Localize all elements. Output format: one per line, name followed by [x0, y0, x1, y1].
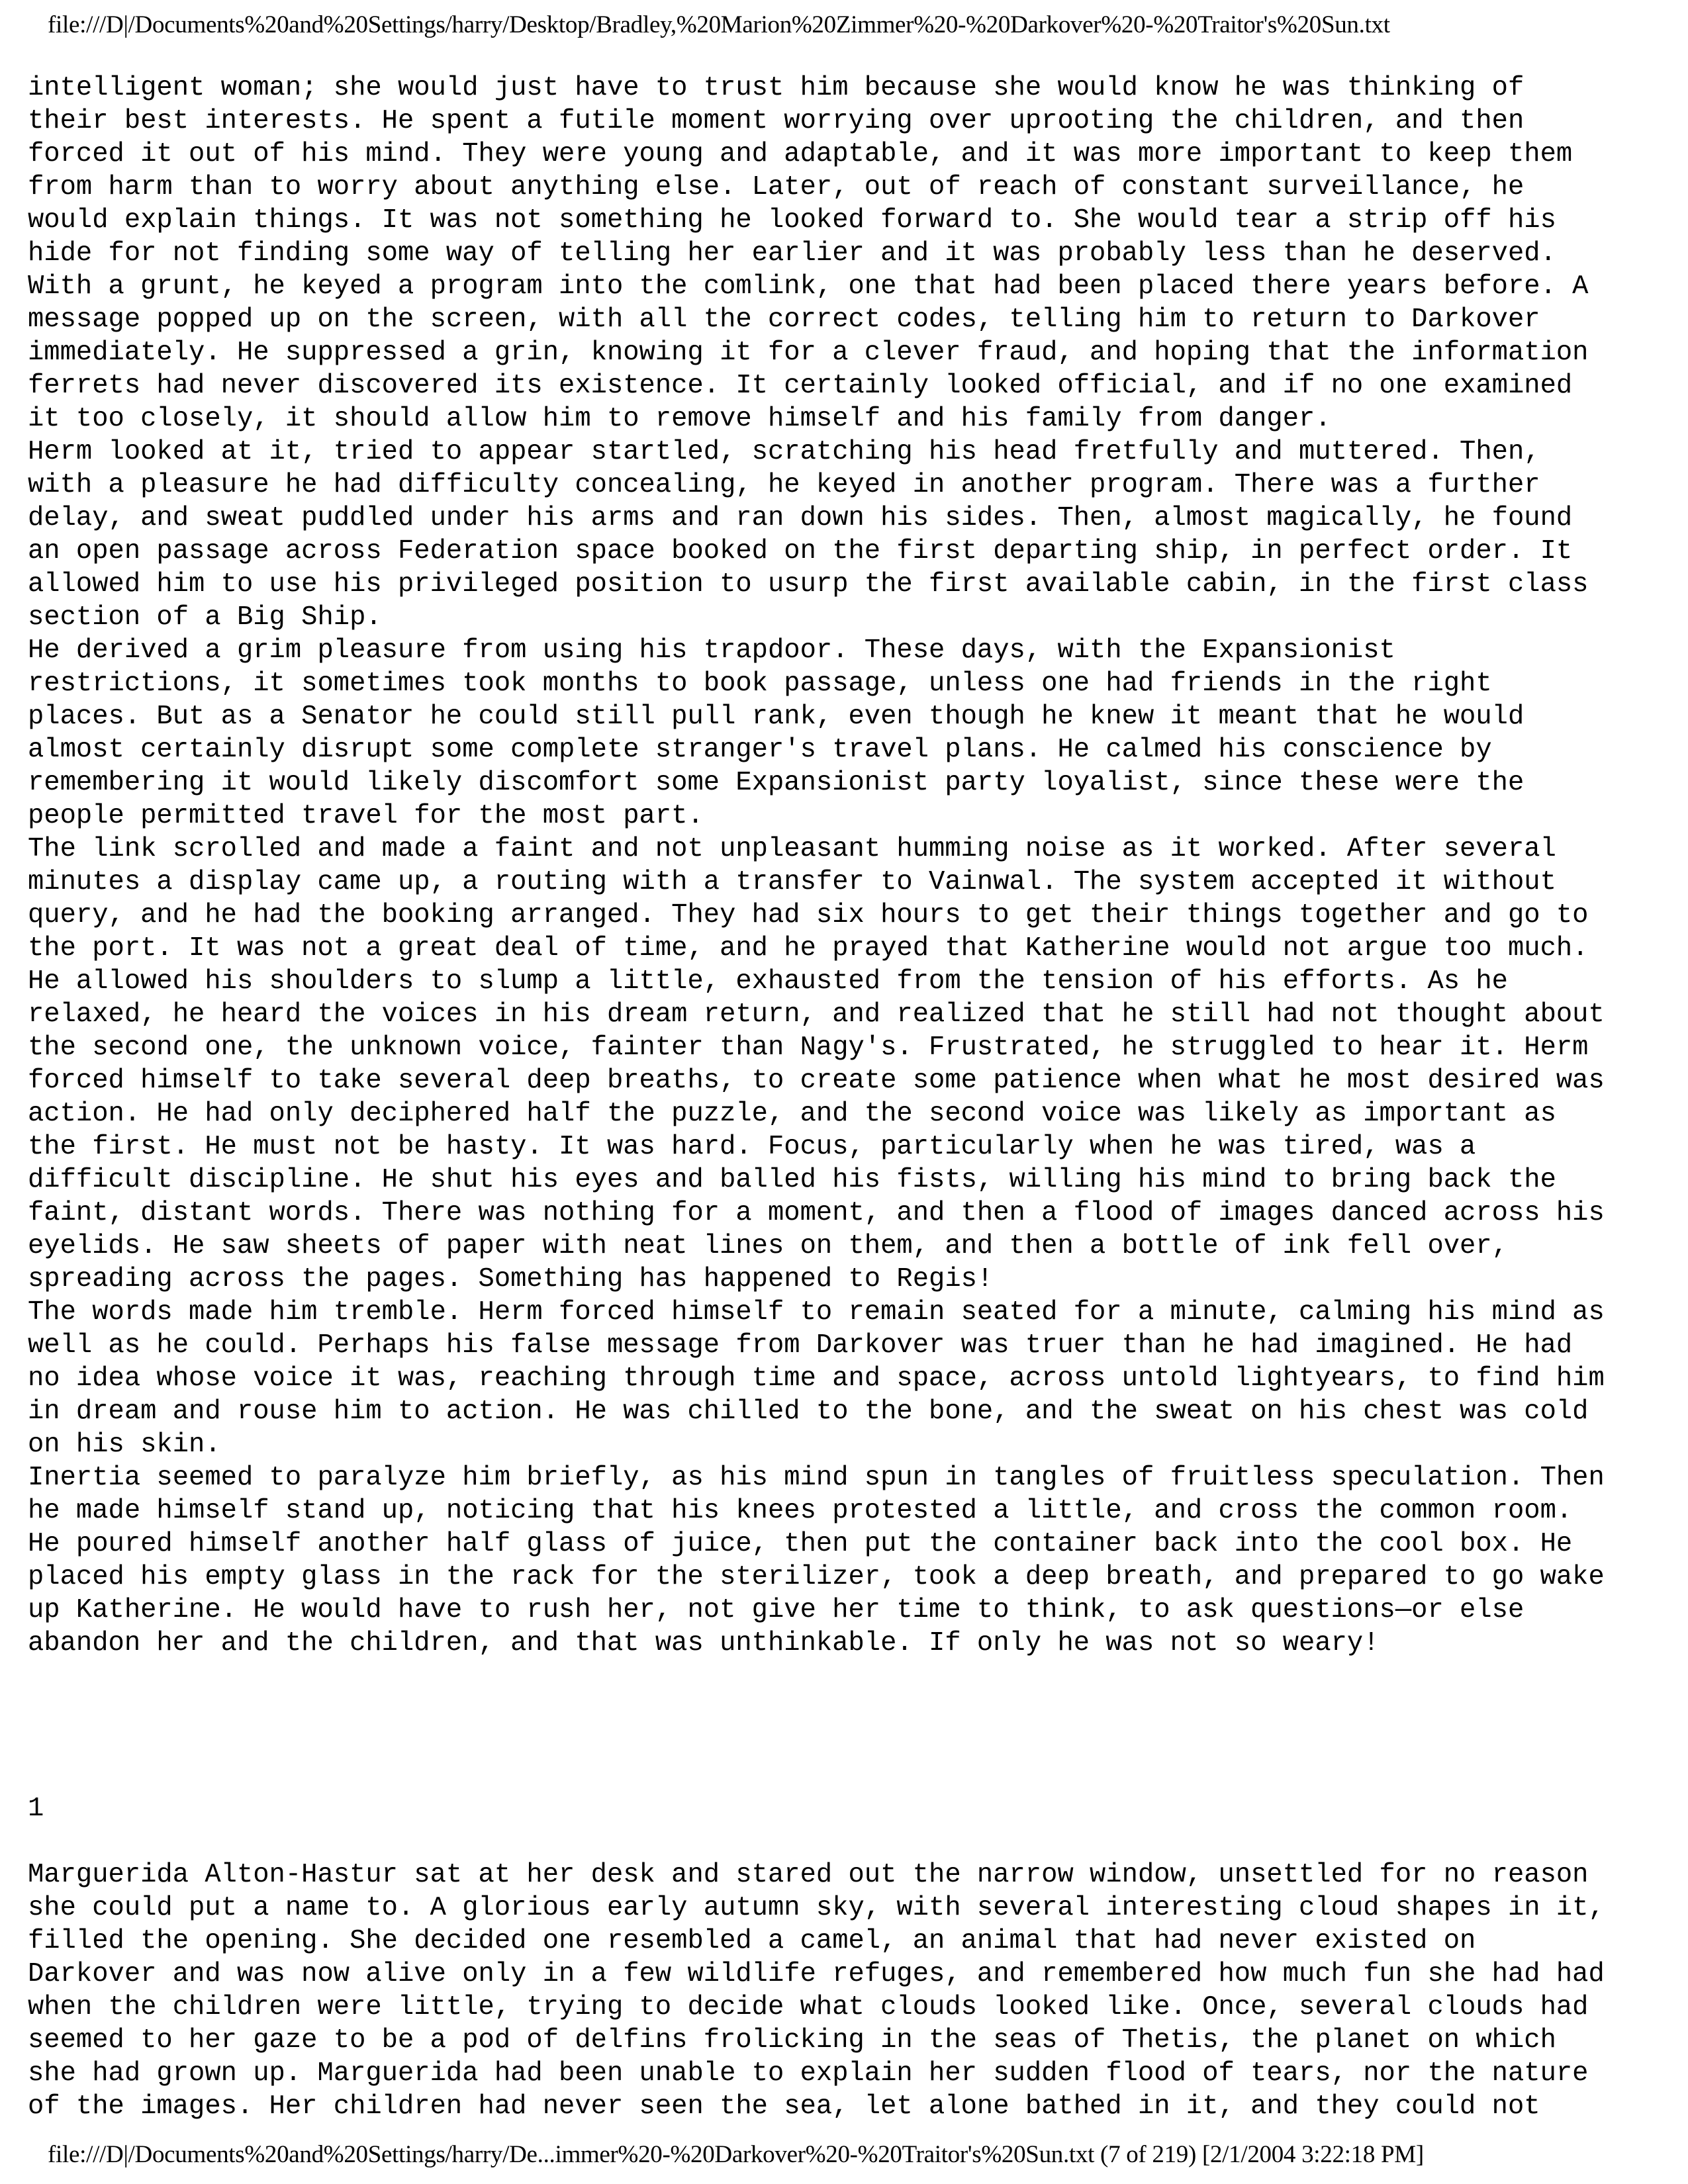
text-line: hide for not finding some way of telling her earlier and it was probably less than he deserved. — [28, 238, 1556, 269]
text-line: Inertia seemed to paralyze him briefly, as his mind spun in tangles of fruitless speculation. Then — [28, 1463, 1605, 1493]
text-line: the second one, the unknown voice, fainter than Nagy's. Frustrated, he struggled to hear it. Herm — [28, 1032, 1589, 1063]
text-line: delay, and sweat puddled under his arms and ran down his sides. Then, almost magically, he found — [28, 503, 1573, 533]
text-line: seemed to her gaze to be a pod of delfins frolicking in the seas of Thetis, the planet on which — [28, 2025, 1556, 2056]
text-line: faint, distant words. There was nothing for a moment, and then a flood of images danced across his — [28, 1198, 1605, 1228]
text-line: intelligent woman; she would just have to trust him because she would know he was thinking of — [28, 73, 1524, 103]
text-line: forced himself to take several deep breaths, to create some patience when what he most desired was — [28, 1066, 1605, 1096]
text-line: of the images. Her children had never seen the sea, let alone bathed in it, and they could not — [28, 2091, 1540, 2122]
text-line: minutes a display came up, a routing with a transfer to Vainwal. The system accepted it without — [28, 867, 1556, 897]
text-line: query, and he had the booking arranged. They had six hours to get their things together and go to — [28, 900, 1589, 931]
text-line: from harm than to worry about anything else. Later, out of reach of constant surveillance, he — [28, 172, 1524, 203]
text-line: with a pleasure he had difficulty concealing, he keyed in another program. There was a further — [28, 470, 1540, 500]
text-line: ferrets had never discovered its existence. It certainly looked official, and if no one examined — [28, 371, 1573, 401]
text-line: she could put a name to. A glorious early autumn sky, with several interesting cloud shapes in it, — [28, 1893, 1605, 1923]
text-line: would explain things. It was not something he looked forward to. She would tear a strip off his — [28, 205, 1556, 236]
text-line: no idea whose voice it was, reaching through time and space, across untold lightyears, to find him — [28, 1363, 1605, 1394]
text-line: the first. He must not be hasty. It was hard. Focus, particularly when he was tired, was a — [28, 1132, 1476, 1162]
text-line: relaxed, he heard the voices in his dream return, and realized that he still had not thought about — [28, 999, 1605, 1030]
text-line — [28, 1726, 1663, 1759]
print-footer-path: file:///D|/Documents%20and%20Settings/harry/De...immer%20-%20Darkover%20-%20Traitor's%20Sun.txt (7 of 219) [2/1/2004 3:22:18 PM] — [48, 2141, 1424, 2168]
text-line: allowed him to use his privileged position to usurp the first available cabin, in the first class — [28, 569, 1589, 600]
text-line: Marguerida Alton-Hastur sat at her desk and stared out the narrow window, unsettled for no reason — [28, 1860, 1589, 1890]
text-line — [28, 1660, 1663, 1693]
text-line: up Katherine. He would have to rush her, not give her time to think, to ask questions—or else — [28, 1595, 1524, 1625]
text-line: Herm looked at it, tried to appear startled, scratching his head fretfully and muttered. Then, — [28, 437, 1540, 467]
text-line: message popped up on the screen, with all the correct codes, telling him to return to Darkover — [28, 304, 1540, 335]
text-line: filled the opening. She decided one resembled a camel, an animal that had never existed on — [28, 1926, 1476, 1956]
text-line: He allowed his shoulders to slump a little, exhausted from the tension of his efforts. As he — [28, 966, 1508, 997]
text-line: The words made him tremble. Herm forced himself to remain seated for a minute, calming his mind as — [28, 1297, 1605, 1328]
text-line: when the children were little, trying to decide what clouds looked like. Once, several clouds had — [28, 1992, 1589, 2023]
text-line: He poured himself another half glass of juice, then put the container back into the cool box. He — [28, 1529, 1573, 1559]
text-line — [28, 1759, 1663, 1792]
text-line: she had grown up. Marguerida had been unable to explain her sudden flood of tears, nor the nature — [28, 2058, 1589, 2089]
text-line: an open passage across Federation space booked on the first departing ship, in perfect order. It — [28, 536, 1573, 567]
text-line: abandon her and the children, and that was unthinkable. If only he was not so weary! — [28, 1628, 1380, 1659]
text-line: people permitted travel for the most part. — [28, 801, 704, 831]
text-line: eyelids. He saw sheets of paper with neat lines on them, and then a bottle of ink fell over, — [28, 1231, 1508, 1261]
text-line: almost certainly disrupt some complete stranger's travel plans. He calmed his conscience by — [28, 735, 1492, 765]
text-line: action. He had only deciphered half the puzzle, and the second voice was likely as important as — [28, 1099, 1556, 1129]
document-text — [28, 71, 1663, 2123]
text-line: placed his empty glass in the rack for the sterilizer, took a deep breath, and prepared to go wake — [28, 1562, 1605, 1592]
text-line: it too closely, it should allow him to remove himself and his family from danger. — [28, 404, 1331, 434]
text-line: restrictions, it sometimes took months to book passage, unless one had friends in the right — [28, 668, 1492, 699]
text-line — [28, 1693, 1663, 1726]
text-line: the port. It was not a great deal of time, and he prayed that Katherine would not argue too much. — [28, 933, 1589, 964]
chapter-number: 1 — [28, 1794, 44, 1824]
text-line: he made himself stand up, noticing that his knees protested a little, and cross the common room. — [28, 1496, 1573, 1526]
text-line: remembering it would likely discomfort some Expansionist party loyalist, since these were the — [28, 768, 1524, 798]
text-line: well as he could. Perhaps his false message from Darkover was truer than he had imagined. He had — [28, 1330, 1573, 1361]
print-header-path: file:///D|/Documents%20and%20Settings/harry/Desktop/Bradley,%20Marion%20Zimmer%20-%20Darkover%20-%20Traitor's%20Sun.txt — [48, 11, 1390, 38]
text-line — [28, 1825, 1663, 1858]
text-line: their best interests. He spent a futile moment worrying over uprooting the children, and then — [28, 106, 1524, 136]
text-line: on his skin. — [28, 1430, 221, 1460]
text-line: in dream and rouse him to action. He was chilled to the bone, and the sweat on his chest was cold — [28, 1396, 1589, 1427]
text-line: forced it out of his mind. They were young and adaptable, and it was more important to keep them — [28, 139, 1573, 169]
text-line: spreading across the pages. Something has happened to Regis! — [28, 1264, 994, 1295]
text-line: He derived a grim pleasure from using his trapdoor. These days, with the Expansionist — [28, 635, 1395, 666]
text-line: Darkover and was now alive only in a few wildlife refuges, and remembered how much fun she had had — [28, 1959, 1605, 1989]
text-line: places. But as a Senator he could still pull rank, even though he knew it meant that he would — [28, 702, 1524, 732]
text-line: difficult discipline. He shut his eyes and balled his fists, willing his mind to bring back the — [28, 1165, 1556, 1195]
text-line: The link scrolled and made a faint and not unpleasant humming noise as it worked. After several — [28, 834, 1556, 864]
text-line: section of a Big Ship. — [28, 602, 382, 633]
text-line: immediately. He suppressed a grin, knowing it for a clever fraud, and hoping that the information — [28, 338, 1589, 368]
text-line: With a grunt, he keyed a program into the comlink, one that had been placed there years before. A — [28, 271, 1589, 302]
